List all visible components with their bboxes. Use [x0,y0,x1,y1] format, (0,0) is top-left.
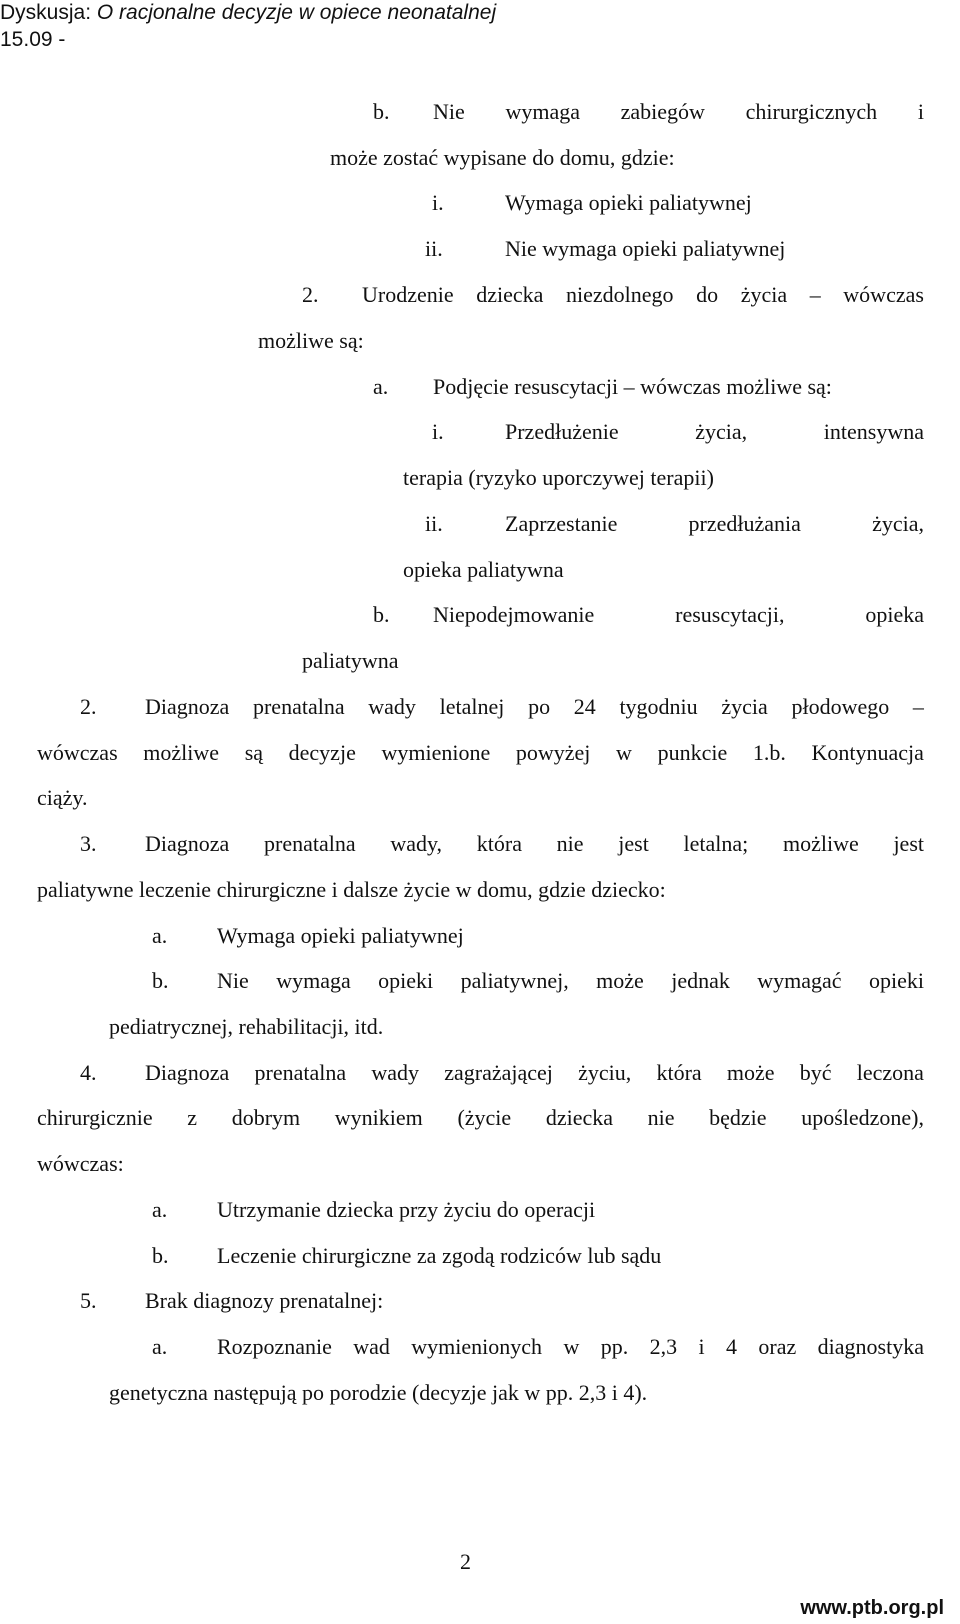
word: powyżej [515,740,591,765]
list-marker: i. [432,419,444,444]
word: przedłużania [688,511,801,536]
word: intensywna [823,419,924,444]
body-line: Nie wymaga opieki paliatywnej [505,236,786,261]
word: dobrym [231,1105,301,1130]
word: życiu, [578,1060,632,1085]
word: opieki [869,968,924,993]
body-line [145,693,924,721]
word: paliatywnej, [460,968,569,993]
word: punkcie [657,740,728,765]
word: która [476,831,522,856]
body-line: może zostać wypisane do domu, gdzie: [330,145,675,170]
body-line: możliwe są: [258,328,364,353]
word: letalnej [439,694,505,719]
word: jednak [671,968,730,993]
header-prefix: Dyskusja: [0,1,97,24]
body-line-text [217,1333,924,1361]
body-line [217,1333,924,1361]
word: życia, [695,419,748,444]
body-line [37,739,924,767]
word: resuscytacji, [675,602,785,627]
body-line: ciąży. [37,785,88,810]
list-marker: ii. [425,236,443,261]
word: wymienione [381,740,491,765]
body-line [362,281,924,309]
word: Niepodejmowanie [433,602,595,627]
word: (życie [457,1105,512,1130]
word: prenatalna [254,1060,347,1085]
word: płodowego [791,694,890,719]
body-line-text [433,601,924,629]
body-line: Utrzymanie dziecka przy życiu do operacji [217,1197,596,1222]
word: możliwe [782,831,859,856]
list-marker: 4. [80,1060,97,1085]
word: wad [353,1334,390,1359]
word: Urodzenie [362,282,454,307]
body-line [145,1059,924,1087]
site-url: www.ptb.org.pl [800,1597,944,1619]
word: Zaprzestanie [505,511,618,536]
body-line-text [145,830,924,858]
body-line [505,510,924,538]
word: życia, [872,511,924,536]
word: dziecka [476,282,544,307]
word: – [809,282,821,307]
word: 4 [726,1334,738,1359]
word: upośledzone), [801,1105,924,1130]
word: leczona [856,1060,924,1085]
word: 24 [573,694,596,719]
word: zagrażającej [444,1060,553,1085]
body-line: terapia (ryzyko uporczywej terapii) [403,465,714,490]
word: Kontynuacja [811,740,924,765]
list-marker: 5. [80,1288,97,1313]
list-marker: a. [152,1334,168,1359]
word: i [698,1334,705,1359]
list-marker: 3. [80,831,97,856]
list-marker: b. [373,99,390,124]
word: niezdolnego [565,282,674,307]
body-line: Wymaga opieki paliatywnej [217,923,464,948]
body-line-text [505,418,924,446]
word: Nie [217,968,249,993]
body-line: Brak diagnozy prenatalnej: [145,1288,384,1313]
list-marker: ii. [425,511,443,536]
body-line [37,1104,924,1132]
body-line: genetyczna następują po porodzie (decyzje jak w pp. 2,3 i 4). [109,1380,648,1405]
word: dziecka [545,1105,613,1130]
word: do [696,282,719,307]
body-line-text [145,1059,924,1087]
word: prenatalna [252,694,345,719]
word: możliwe [143,740,220,765]
word: wymaga [505,99,580,124]
word: po [528,694,551,719]
word: pp. [600,1334,629,1359]
word: prenatalna [264,831,356,856]
word: życia [740,282,788,307]
word: w [616,740,632,765]
body-line: paliatywne leczenie chirurgiczne i dalsze życie w domu, gdzie dziecko: [37,877,666,902]
header-title-line [0,0,496,26]
word: wady, [390,831,443,856]
page-number: 2 [460,1549,471,1574]
word: wymienionych [411,1334,543,1359]
word: wówczas [843,282,924,307]
list-marker: b. [373,602,390,627]
word: Nie [433,99,465,124]
body-line: opieka paliatywna [403,557,564,582]
body-line-text [37,1104,924,1132]
word: oraz [758,1334,797,1359]
list-marker: 2. [302,282,319,307]
word: chirurgicznych [745,99,878,124]
body-line [217,967,924,995]
word: – [912,694,924,719]
word: wady [368,694,416,719]
body-line-text [145,693,924,721]
word: 1.b. [752,740,786,765]
word: tygodniu [619,694,698,719]
body-line [433,98,924,126]
body-line: pediatrycznej, rehabilitacji, itd. [109,1014,384,1039]
list-marker: i. [432,190,444,215]
body-line: Podjęcie resuscytacji – wówczas możliwe są: [433,374,832,399]
word: będzie [709,1105,767,1130]
list-marker: b. [152,1243,169,1268]
word: jest [893,831,924,856]
body-line [433,601,924,629]
word: opieka [865,602,924,627]
list-marker: b. [152,968,169,993]
word: nie [647,1105,675,1130]
body-line-text [217,967,924,995]
list-marker: 2. [80,694,97,719]
word: może [596,968,644,993]
word: letalna; [683,831,749,856]
body-line: wówczas: [37,1151,124,1176]
list-marker: a. [152,923,168,948]
word: wynikiem [334,1105,423,1130]
word: Diagnoza [145,831,230,856]
word: są [244,740,264,765]
word: może [726,1060,775,1085]
word: opieki [378,968,434,993]
word: Diagnoza [145,694,230,719]
body-line-text [505,510,924,538]
word: życia [721,694,768,719]
body-line: Wymaga opieki paliatywnej [505,190,752,215]
body-line-text [362,281,924,309]
word: jest [618,831,649,856]
word: Diagnoza [145,1060,230,1085]
word: decyzje [288,740,356,765]
word: i [917,99,924,124]
list-marker: a. [373,374,389,399]
header-date: 15.09 - [0,28,66,51]
word: w [563,1334,580,1359]
word: wady [371,1060,419,1085]
word: zabiegów [620,99,705,124]
word: Przedłużenie [505,419,619,444]
list-marker: a. [152,1197,168,1222]
word: nie [556,831,584,856]
word: wymaga [276,968,351,993]
word: 2,3 [649,1334,678,1359]
word: wymagać [757,968,842,993]
word: chirurgicznie [37,1105,153,1130]
word: z [187,1105,198,1130]
header-title: O racjonalne decyzje w opiece neonatalnej [96,1,497,24]
body-line-text [37,739,924,767]
word: być [799,1060,832,1085]
body-line: Leczenie chirurgiczne za zgodą rodziców lub sądu [217,1243,662,1268]
body-line: paliatywna [302,648,399,673]
word: wówczas [37,740,118,765]
body-line [145,830,924,858]
body-line-text [433,98,924,126]
word: Rozpoznanie [217,1334,332,1359]
word: która [656,1060,702,1085]
word: diagnostyka [817,1334,924,1359]
body-line [505,418,924,446]
